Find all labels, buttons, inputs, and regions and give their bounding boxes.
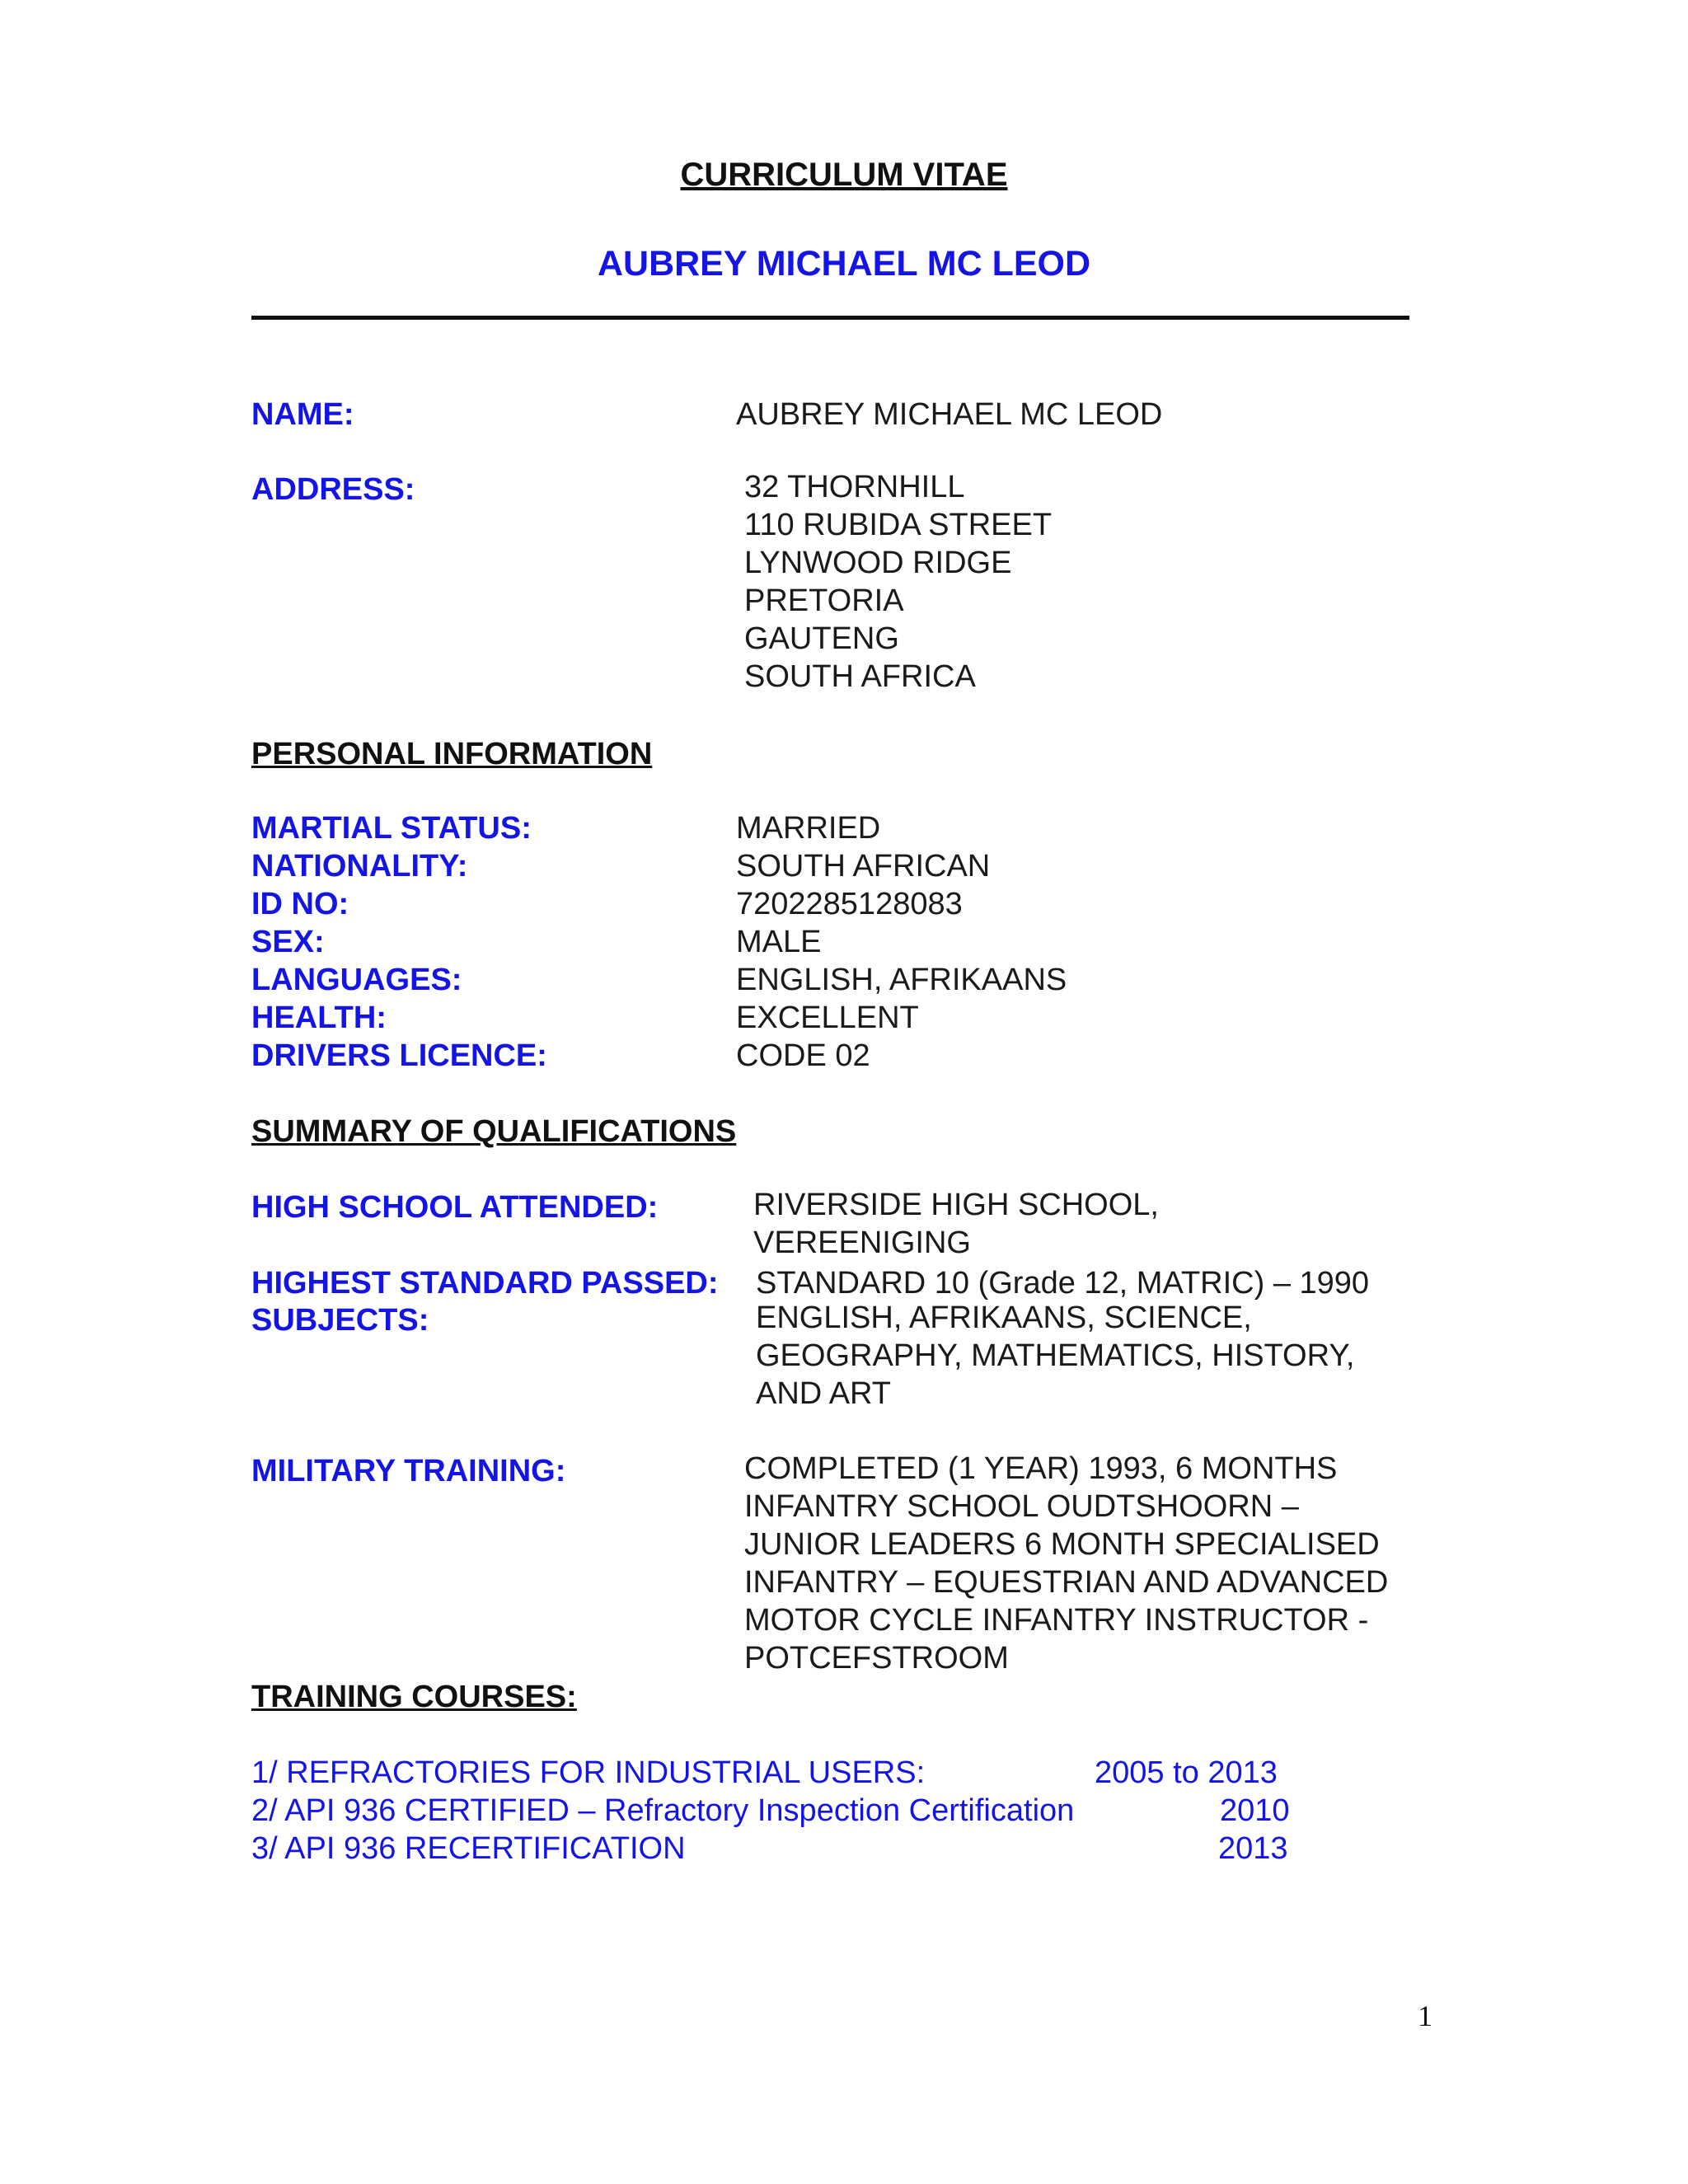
course-3-name: 3/ API 936 RECERTIFICATION xyxy=(251,1831,686,1866)
subjects-line: GEOGRAPHY, MATHEMATICS, HISTORY, xyxy=(756,1338,1355,1373)
address-line: 110 RUBIDA STREET xyxy=(744,508,1053,542)
military-line: JUNIOR LEADERS 6 MONTH SPECIALISED xyxy=(744,1527,1380,1562)
course-1-name: 1/ REFRACTORIES FOR INDUSTRIAL USERS: xyxy=(251,1755,926,1790)
military-line: COMPLETED (1 YEAR) 1993, 6 MONTHS xyxy=(744,1451,1338,1486)
sex-value: MALE xyxy=(736,925,822,959)
id-no-value: 7202285128083 xyxy=(736,887,963,921)
name-value: AUBREY MICHAEL MC LEOD xyxy=(736,397,1163,432)
subjects-value xyxy=(756,1299,1354,1413)
marital-status-value: MARRIED xyxy=(736,811,881,846)
nationality-label: NATIONALITY: xyxy=(251,849,468,883)
subjects-line: AND ART xyxy=(756,1376,892,1411)
health-value: EXCELLENT xyxy=(736,1001,919,1035)
address-block xyxy=(744,468,1052,696)
id-no-label: ID NO: xyxy=(251,887,349,921)
marital-status-label: MARTIAL STATUS: xyxy=(251,811,532,846)
address-line: LYNWOOD RIDGE xyxy=(744,546,1012,580)
highest-standard-value: STANDARD 10 (Grade 12, MATRIC) – 1990 xyxy=(756,1266,1370,1301)
drivers-licence-value: CODE 02 xyxy=(736,1038,870,1073)
sex-label: SEX: xyxy=(251,925,325,959)
subjects-label: SUBJECTS: xyxy=(251,1303,429,1338)
course-1-year: 2005 to 2013 xyxy=(1095,1755,1278,1790)
qualifications-heading: SUMMARY OF QUALIFICATIONS xyxy=(251,1114,737,1149)
course-2-year: 2010 xyxy=(1220,1793,1290,1828)
highest-standard-label: HIGHEST STANDARD PASSED: xyxy=(251,1266,719,1301)
personal-values xyxy=(736,809,1067,1075)
course-2-name: 2/ API 936 CERTIFIED – Refractory Inspection Certification xyxy=(251,1793,1075,1828)
header-divider xyxy=(251,316,1409,320)
military-training-label: MILITARY TRAINING: xyxy=(251,1454,566,1488)
military-line: INFANTRY SCHOOL OUDTSHOORN – xyxy=(744,1489,1299,1524)
document-title: CURRICULUM VITAE xyxy=(680,157,1008,193)
high-school-line: VEREENIGING xyxy=(753,1226,971,1260)
address-label: ADDRESS: xyxy=(251,472,415,507)
training-courses-heading: TRAINING COURSES: xyxy=(251,1680,577,1714)
military-line: MOTOR CYCLE INFANTRY INSTRUCTOR - xyxy=(744,1603,1369,1638)
military-line: POTCEFSTROOM xyxy=(744,1641,1009,1675)
languages-value: ENGLISH, AFRIKAANS xyxy=(736,963,1067,997)
personal-info-heading: PERSONAL INFORMATION xyxy=(251,737,653,771)
page-number: 1 xyxy=(1418,1999,1432,2032)
address-line: 32 THORNHILL xyxy=(744,470,965,504)
nationality-value: SOUTH AFRICAN xyxy=(736,849,991,883)
course-3-year: 2013 xyxy=(1218,1831,1288,1866)
high-school-label: HIGH SCHOOL ATTENDED: xyxy=(251,1190,659,1225)
high-school-line: RIVERSIDE HIGH SCHOOL, xyxy=(753,1188,1159,1222)
address-line: GAUTENG xyxy=(744,621,899,656)
subjects-line: ENGLISH, AFRIKAANS, SCIENCE, xyxy=(756,1301,1252,1335)
name-label: NAME: xyxy=(251,397,354,432)
address-line: SOUTH AFRICA xyxy=(744,659,976,694)
high-school-value xyxy=(753,1186,1159,1262)
languages-label: LANGUAGES: xyxy=(251,963,462,997)
address-line: PRETORIA xyxy=(744,583,904,618)
personal-labels xyxy=(251,809,547,1075)
candidate-name-heading: AUBREY MICHAEL MC LEOD xyxy=(597,244,1091,284)
health-label: HEALTH: xyxy=(251,1001,387,1035)
military-training-value xyxy=(744,1450,1388,1677)
military-line: INFANTRY – EQUESTRIAN AND ADVANCED xyxy=(744,1565,1389,1600)
drivers-licence-label: DRIVERS LICENCE: xyxy=(251,1038,547,1073)
